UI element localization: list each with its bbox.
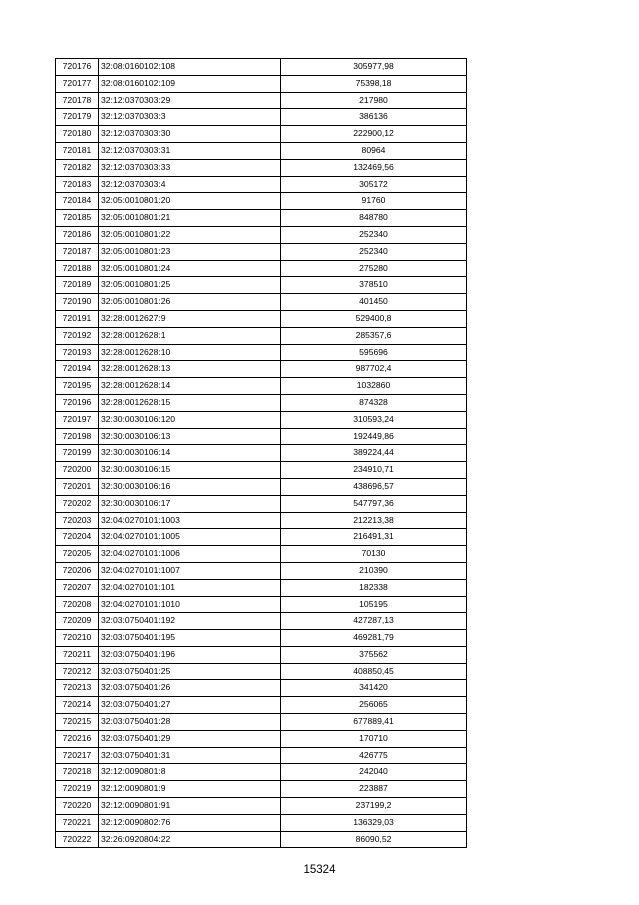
- table-row: [56, 142, 467, 159]
- value-cell: 256065: [281, 697, 467, 714]
- row-id-cell: 720177: [56, 75, 99, 92]
- table-row: [56, 764, 467, 781]
- cadastral-number-cell: 32:03:0750401:195: [99, 630, 281, 647]
- row-id-cell: 720190: [56, 294, 99, 311]
- cadastral-number-cell: 32:30:0030106:13: [99, 428, 281, 445]
- cadastral-number-cell: 32:03:0750401:196: [99, 646, 281, 663]
- cadastral-number-cell: 32:03:0750401:28: [99, 714, 281, 731]
- row-id-cell: 720184: [56, 193, 99, 210]
- value-cell: 182338: [281, 579, 467, 596]
- value-cell: 375562: [281, 646, 467, 663]
- table-row: [56, 630, 467, 647]
- cadastral-number-cell: 32:28:0012628:13: [99, 361, 281, 378]
- table-row: [56, 663, 467, 680]
- cadastral-number-cell: 32:05:0010801:25: [99, 277, 281, 294]
- cadastral-number-cell: 32:08:0160102:108: [99, 59, 281, 76]
- value-cell: 252340: [281, 243, 467, 260]
- cadastral-number-cell: 32:12:0370303:29: [99, 92, 281, 109]
- value-cell: 386136: [281, 109, 467, 126]
- value-cell: 378510: [281, 277, 467, 294]
- value-cell: 426775: [281, 747, 467, 764]
- table-body: [56, 59, 467, 848]
- row-id-cell: 720220: [56, 798, 99, 815]
- row-id-cell: 720215: [56, 714, 99, 731]
- table-row: [56, 378, 467, 395]
- cadastral-number-cell: 32:08:0160102:109: [99, 75, 281, 92]
- row-id-cell: 720209: [56, 613, 99, 630]
- table-row: [56, 478, 467, 495]
- table-row: [56, 327, 467, 344]
- table-row: [56, 344, 467, 361]
- table-row: [56, 697, 467, 714]
- value-cell: 848780: [281, 210, 467, 227]
- row-id-cell: 720210: [56, 630, 99, 647]
- cadastral-number-cell: 32:05:0010801:22: [99, 226, 281, 243]
- table-row: [56, 277, 467, 294]
- cadastral-number-cell: 32:05:0010801:26: [99, 294, 281, 311]
- cadastral-number-cell: 32:04:0270101:1006: [99, 546, 281, 563]
- table-row: [56, 428, 467, 445]
- cadastral-number-cell: 32:30:0030106:17: [99, 495, 281, 512]
- table-row: [56, 546, 467, 563]
- value-cell: 469281,79: [281, 630, 467, 647]
- cadastral-number-cell: 32:12:0090801:9: [99, 781, 281, 798]
- value-cell: 217980: [281, 92, 467, 109]
- row-id-cell: 720197: [56, 411, 99, 428]
- value-cell: 401450: [281, 294, 467, 311]
- table-row: [56, 462, 467, 479]
- table-row: [56, 445, 467, 462]
- row-id-cell: 720206: [56, 562, 99, 579]
- table-row: [56, 59, 467, 76]
- row-id-cell: 720181: [56, 142, 99, 159]
- table-row: [56, 361, 467, 378]
- value-cell: 212213,38: [281, 512, 467, 529]
- row-id-cell: 720178: [56, 92, 99, 109]
- row-id-cell: 720218: [56, 764, 99, 781]
- table-row: [56, 210, 467, 227]
- cadastral-number-cell: 32:12:0370303:3: [99, 109, 281, 126]
- value-cell: 70130: [281, 546, 467, 563]
- value-cell: 216491,31: [281, 529, 467, 546]
- row-id-cell: 720211: [56, 646, 99, 663]
- table-row: [56, 226, 467, 243]
- cadastral-number-cell: 32:28:0012628:10: [99, 344, 281, 361]
- table-row: [56, 159, 467, 176]
- value-cell: 408850,45: [281, 663, 467, 680]
- row-id-cell: 720193: [56, 344, 99, 361]
- row-id-cell: 720180: [56, 126, 99, 143]
- table-row: [56, 613, 467, 630]
- value-cell: 427287,13: [281, 613, 467, 630]
- cadastral-number-cell: 32:30:0030106:15: [99, 462, 281, 479]
- value-cell: 242040: [281, 764, 467, 781]
- cadastral-number-cell: 32:03:0750401:26: [99, 680, 281, 697]
- cadastral-number-cell: 32:03:0750401:29: [99, 730, 281, 747]
- row-id-cell: 720200: [56, 462, 99, 479]
- table-row: [56, 109, 467, 126]
- row-id-cell: 720219: [56, 781, 99, 798]
- cadastral-number-cell: 32:28:0012628:15: [99, 394, 281, 411]
- cadastral-number-cell: 32:04:0270101:1005: [99, 529, 281, 546]
- cadastral-number-cell: 32:12:0090801:8: [99, 764, 281, 781]
- cadastral-number-cell: 32:03:0750401:25: [99, 663, 281, 680]
- table-row: [56, 126, 467, 143]
- row-id-cell: 720213: [56, 680, 99, 697]
- cadastral-number-cell: 32:12:0090801:91: [99, 798, 281, 815]
- row-id-cell: 720196: [56, 394, 99, 411]
- table-row: [56, 831, 467, 848]
- table-row: [56, 730, 467, 747]
- cadastral-number-cell: 32:03:0750401:192: [99, 613, 281, 630]
- value-cell: 285357,6: [281, 327, 467, 344]
- value-cell: 677889,41: [281, 714, 467, 731]
- row-id-cell: 720204: [56, 529, 99, 546]
- row-id-cell: 720207: [56, 579, 99, 596]
- row-id-cell: 720205: [56, 546, 99, 563]
- value-cell: 136329,03: [281, 814, 467, 831]
- cadastral-number-cell: 32:05:0010801:21: [99, 210, 281, 227]
- value-cell: 222900,12: [281, 126, 467, 143]
- value-cell: 305977,98: [281, 59, 467, 76]
- value-cell: 80964: [281, 142, 467, 159]
- row-id-cell: 720192: [56, 327, 99, 344]
- table-row: [56, 260, 467, 277]
- value-cell: 234910,71: [281, 462, 467, 479]
- value-cell: 874328: [281, 394, 467, 411]
- cadastral-number-cell: 32:12:0370303:31: [99, 142, 281, 159]
- value-cell: 438696,57: [281, 478, 467, 495]
- cadastral-number-cell: 32:03:0750401:27: [99, 697, 281, 714]
- cadastral-number-cell: 32:12:0090802:76: [99, 814, 281, 831]
- table-row: [56, 92, 467, 109]
- value-cell: 237199,2: [281, 798, 467, 815]
- table-row: [56, 294, 467, 311]
- row-id-cell: 720194: [56, 361, 99, 378]
- value-cell: 987702,4: [281, 361, 467, 378]
- cadastral-number-cell: 32:05:0010801:24: [99, 260, 281, 277]
- row-id-cell: 720191: [56, 310, 99, 327]
- row-id-cell: 720201: [56, 478, 99, 495]
- value-cell: 1032860: [281, 378, 467, 395]
- cadastral-number-cell: 32:12:0370303:30: [99, 126, 281, 143]
- table-row: [56, 814, 467, 831]
- table-row: [56, 747, 467, 764]
- row-id-cell: 720189: [56, 277, 99, 294]
- table-row: [56, 680, 467, 697]
- value-cell: 223887: [281, 781, 467, 798]
- cadastral-number-cell: 32:03:0750401:31: [99, 747, 281, 764]
- value-cell: 341420: [281, 680, 467, 697]
- row-id-cell: 720208: [56, 596, 99, 613]
- row-id-cell: 720221: [56, 814, 99, 831]
- table-row: [56, 798, 467, 815]
- row-id-cell: 720203: [56, 512, 99, 529]
- table-row: [56, 512, 467, 529]
- cadastral-number-cell: 32:05:0010801:20: [99, 193, 281, 210]
- row-id-cell: 720217: [56, 747, 99, 764]
- table-row: [56, 495, 467, 512]
- value-cell: 389224,44: [281, 445, 467, 462]
- table-row: [56, 596, 467, 613]
- value-cell: 595696: [281, 344, 467, 361]
- row-id-cell: 720216: [56, 730, 99, 747]
- cadastral-number-cell: 32:04:0270101:1003: [99, 512, 281, 529]
- row-id-cell: 720188: [56, 260, 99, 277]
- cadastral-number-cell: 32:30:0030106:14: [99, 445, 281, 462]
- table-row: [56, 714, 467, 731]
- table-row: [56, 75, 467, 92]
- value-cell: 529400,8: [281, 310, 467, 327]
- table-row: [56, 579, 467, 596]
- cadastral-number-cell: 32:12:0370303:33: [99, 159, 281, 176]
- cadastral-number-cell: 32:28:0012627:9: [99, 310, 281, 327]
- cadastral-number-cell: 32:05:0010801:23: [99, 243, 281, 260]
- row-id-cell: 720179: [56, 109, 99, 126]
- row-id-cell: 720176: [56, 59, 99, 76]
- row-id-cell: 720183: [56, 176, 99, 193]
- value-cell: 547797,36: [281, 495, 467, 512]
- value-cell: 275280: [281, 260, 467, 277]
- cadastral-number-cell: 32:26:0920804:22: [99, 831, 281, 848]
- table-row: [56, 243, 467, 260]
- row-id-cell: 720187: [56, 243, 99, 260]
- table-row: [56, 394, 467, 411]
- cadastral-number-cell: 32:12:0370303:4: [99, 176, 281, 193]
- cadastral-number-cell: 32:04:0270101:1010: [99, 596, 281, 613]
- cadastral-number-cell: 32:30:0030106:120: [99, 411, 281, 428]
- row-id-cell: 720198: [56, 428, 99, 445]
- cadastral-number-cell: 32:28:0012628:1: [99, 327, 281, 344]
- value-cell: 192449,86: [281, 428, 467, 445]
- value-cell: 210390: [281, 562, 467, 579]
- value-cell: 91760: [281, 193, 467, 210]
- table-row: [56, 193, 467, 210]
- value-cell: 75398,18: [281, 75, 467, 92]
- row-id-cell: 720199: [56, 445, 99, 462]
- row-id-cell: 720202: [56, 495, 99, 512]
- cadastral-number-cell: 32:30:0030106:16: [99, 478, 281, 495]
- table-row: [56, 411, 467, 428]
- value-cell: 132469,56: [281, 159, 467, 176]
- page-number: 15324: [303, 864, 336, 876]
- value-cell: 310593,24: [281, 411, 467, 428]
- value-cell: 170710: [281, 730, 467, 747]
- row-id-cell: 720222: [56, 831, 99, 848]
- value-cell: 105195: [281, 596, 467, 613]
- cadastral-number-cell: 32:04:0270101:1007: [99, 562, 281, 579]
- row-id-cell: 720195: [56, 378, 99, 395]
- row-id-cell: 720182: [56, 159, 99, 176]
- table-row: [56, 646, 467, 663]
- value-cell: 86090,52: [281, 831, 467, 848]
- row-id-cell: 720214: [56, 697, 99, 714]
- table-row: [56, 781, 467, 798]
- value-cell: 252340: [281, 226, 467, 243]
- table-row: [56, 310, 467, 327]
- data-table: [55, 58, 467, 848]
- row-id-cell: 720186: [56, 226, 99, 243]
- value-cell: 305172: [281, 176, 467, 193]
- cadastral-number-cell: 32:28:0012628:14: [99, 378, 281, 395]
- table-row: [56, 529, 467, 546]
- table-row: [56, 562, 467, 579]
- row-id-cell: 720185: [56, 210, 99, 227]
- row-id-cell: 720212: [56, 663, 99, 680]
- table-row: [56, 176, 467, 193]
- cadastral-number-cell: 32:04:0270101:101: [99, 579, 281, 596]
